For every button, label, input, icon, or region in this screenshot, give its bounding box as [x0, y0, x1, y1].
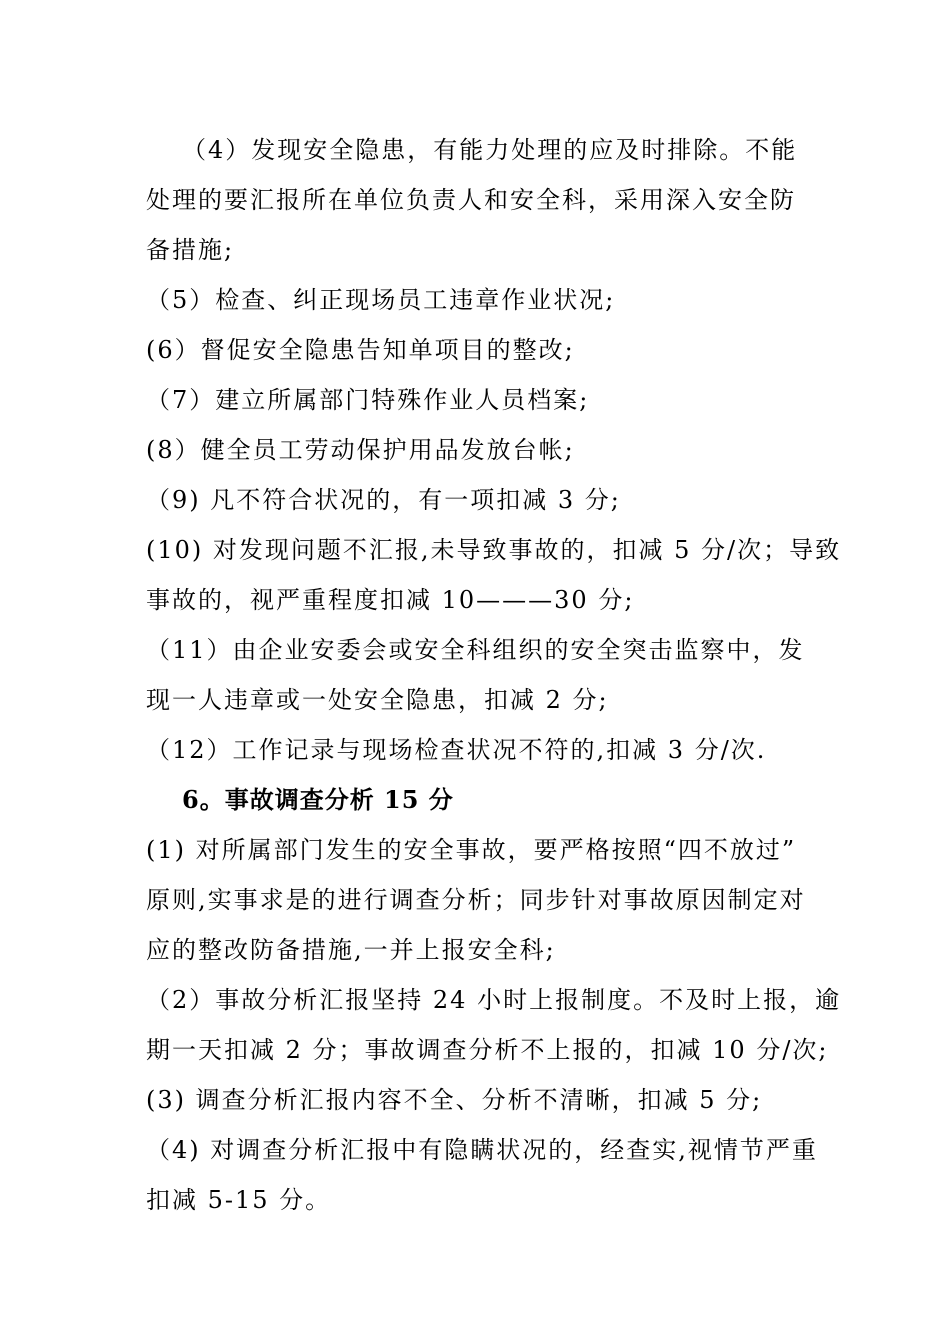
- paragraph-line: 期一天扣减 2 分；事故调查分析不上报的，扣减 10 分/次;: [146, 1036, 829, 1064]
- paragraph-line: 扣减 5-15 分。: [146, 1186, 332, 1214]
- list-item: （5）检查、纠正现场员工违章作业状况;: [146, 286, 616, 314]
- list-item: （4) 对调查分析汇报中有隐瞒状况的，经查实,视情节严重: [146, 1136, 818, 1164]
- list-item: (10) 对发现问题不汇报,未导致事故的，扣减 5 分/次；导致: [146, 536, 842, 564]
- list-item: (8）健全员工劳动保护用品发放台帐;: [146, 436, 575, 464]
- list-item: (6）督促安全隐患告知单项目的整改;: [146, 336, 575, 364]
- section-heading: 6。事故调查分析 15 分: [182, 785, 454, 814]
- list-item: （12）工作记录与现场检查状况不符的,扣减 3 分/次.: [146, 736, 767, 764]
- paragraph-line: 事故的，视严重程度扣减 10———30 分;: [146, 586, 635, 614]
- list-item: （2）事故分析汇报坚持 24 小时上报制度。不及时上报，逾: [146, 986, 842, 1014]
- paragraph-line: 原则,实事求是的进行调查分析；同步针对事故原因制定对: [146, 886, 806, 914]
- paragraph-line: 处理的要汇报所在单位负责人和安全科，采用深入安全防: [146, 186, 796, 214]
- list-item: (3) 调查分析汇报内容不全、分析不清晰，扣减 5 分;: [146, 1086, 763, 1114]
- paragraph-line: 备措施;: [146, 236, 235, 264]
- list-item: (1) 对所属部门发生的安全事故，要严格按照“四不放过”: [146, 836, 797, 864]
- list-item: （11）由企业安委会或安全科组织的安全突击监察中，发: [146, 636, 805, 664]
- paragraph-line: 应的整改防备措施,一并上报安全科;: [146, 936, 556, 964]
- paragraph-line: 现一人违章或一处安全隐患，扣减 2 分;: [146, 686, 609, 714]
- list-item: （9) 凡不符合状况的，有一项扣减 3 分;: [146, 486, 621, 514]
- paragraph-line: （4）发现安全隐患，有能力处理的应及时排除。不能: [182, 136, 798, 164]
- list-item: （7）建立所属部门特殊作业人员档案;: [146, 386, 590, 414]
